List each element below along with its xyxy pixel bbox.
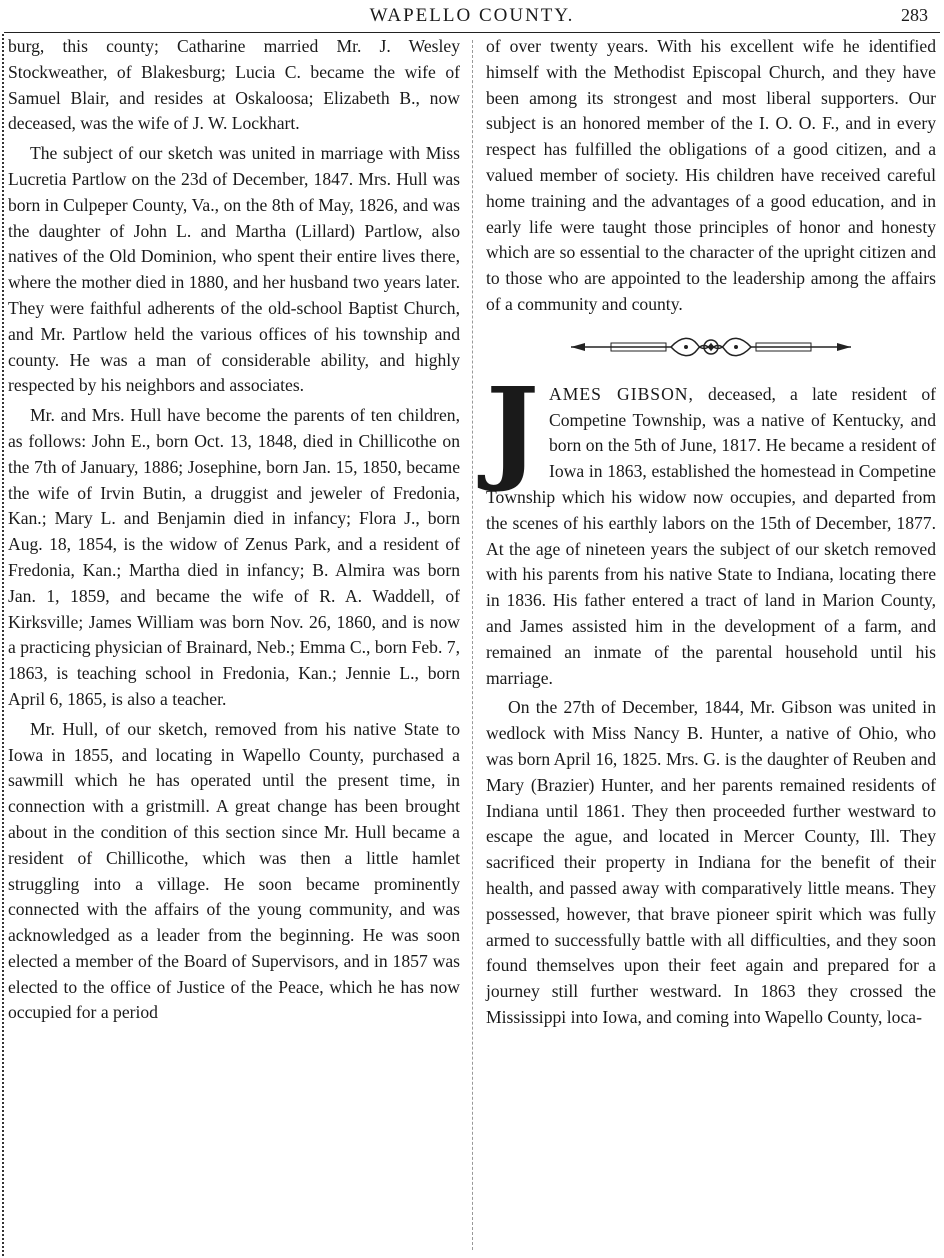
- paragraph: Mr. Hull, of our sketch, removed from his native State to Iowa in 1855, and locating in Wapello County, purchased a sawmill which he has operated until the present time, in connection with a gristmill. A great change has been brought about in the condition of this section since Mr. Hull became a resident of Chillicothe, which was then a little hamlet struggling into a village. He soon became prominently connected with the affairs of the young community, and was acknowledged as a leader from the beginning. He was soon elected a member of the Board of Supervisors, and in 1857 was elected to the office of Justice of the Peace, which he has now occupied for a period: [8, 718, 460, 1023]
- running-title: WAPELLO COUNTY.: [369, 5, 575, 26]
- paragraph: burg, this county; Catharine married Mr. J. Wesley Stockweather, of Blakesburg; Lucia C. became the wife of Samuel Blair, and resides at Oskaloosa; Elizabeth B., now deceased, was the wife of J. W. Lockhart.: [8, 36, 460, 134]
- column-divider: [472, 40, 474, 1250]
- biography-opening: [486, 363, 936, 692]
- page-number: 283: [901, 5, 928, 25]
- paragraph-text: deceased, a late resident of Competine Township, was a native of Kentucky, and born on the 5th of June, 1817. He became a resident of Iowa in 1863, established the homestead in Competine Township which his widow now occupies, and departed from the scenes of his earthly labors on the 15th of December, 1877. At the age of nineteen years the subject of our sketch removed with his parents from his native State to Indiana, locating there in 1836. His father entered a tract of land in Marion County, and James assisted him in the development of a farm, and remained an inmate of the parental household until his marriage.: [486, 383, 936, 688]
- header-rule: [4, 32, 940, 33]
- lead-name: AMES GIBSON,: [549, 383, 694, 404]
- paragraph: On the 27th of December, 1844, Mr. Gibson was united in wedlock with Miss Nancy B. Hunter, a native of Ohio, who was born April 16, 1825. Mrs. G. is the daughter of Reuben and Mary (Brazier) Hunter, and her parents remained residents of Indiana until 1861. They then proceeded further westward to escape the ague, and located in Mercer County, Ill. They sacrificed their property in Indiana for the benefit of their health, and passed away with comparatively little means. They possessed, however, that brave pioneer spirit which was fully armed to successfully battle with all difficulties, and they soon found themselves upon their feet again and prepared for a journey still further westward. In 1863 they crossed the Mississippi into Iowa, and coming into Wapello County, loca-: [486, 697, 936, 1027]
- right-column: [486, 34, 936, 1035]
- drop-cap: J: [486, 363, 539, 495]
- decorative-scroll-divider-icon: [571, 332, 851, 362]
- page-header: [0, 0, 944, 32]
- paragraph: Mr. and Mrs. Hull have become the parents of ten children, as follows: John E., born Oct. 13, 1848, died in Chillicothe on the 7th of January, 1886; Josephine, born Jan. 15, 1850, became the wife of Irvin Butin, a druggist and jeweler of Fredonia, Kan.; Mary L. and Benjamin died in infancy; Flora J., born Aug. 18, 1854, is the widow of Zenus Park, and a resident of Fredonia, Kan.; Martha died in infancy; B. Almira was born Jan. 1, 1859, and became the wife of R. A. Waddell, of Kirksville; James William was born Nov. 26, 1860, and is now a practicing physician of Brainard, Neb.; Emma C., born Feb. 7, 1863, is teaching school in Fredonia, Kan.; Jennie L., born April 6, 1865, is also a teacher.: [8, 405, 460, 709]
- paragraph: of over twenty years. With his excellent wife he identified himself with the Methodist Episcopal Church, and they have been among its strongest and most liberal supporters. Our subject is an honored member of the I. O. O. F., and in every respect has fulfilled the obligations of a good citizen, and a valued member of society. His children have received careful home training and the advantages of a good education, and in early life were taught those principles of honor and honesty which are so essential to the character of the upright citizen and to those who are appointed to the leadership among the affairs of a community and county.: [486, 36, 936, 314]
- scan-edge: [2, 34, 4, 1256]
- left-column: [8, 34, 460, 1030]
- paragraph: The subject of our sketch was united in marriage with Miss Lucretia Partlow on the 23d of December, 1847. Mrs. Hull was born in Culpeper County, Va., on the 8th of May, 1826, and was the daughter of John L. and Martha (Lillard) Partlow, also natives of the Old Dominion, who spent their entire lives there, where the mother died in 1880, and her husband two years later. They were faithful adherents of the old-school Baptist Church, and Mr. Partlow held the various offices of his township and county. He was a man of considerable ability, and highly respected by his neighbors and associates.: [8, 143, 460, 396]
